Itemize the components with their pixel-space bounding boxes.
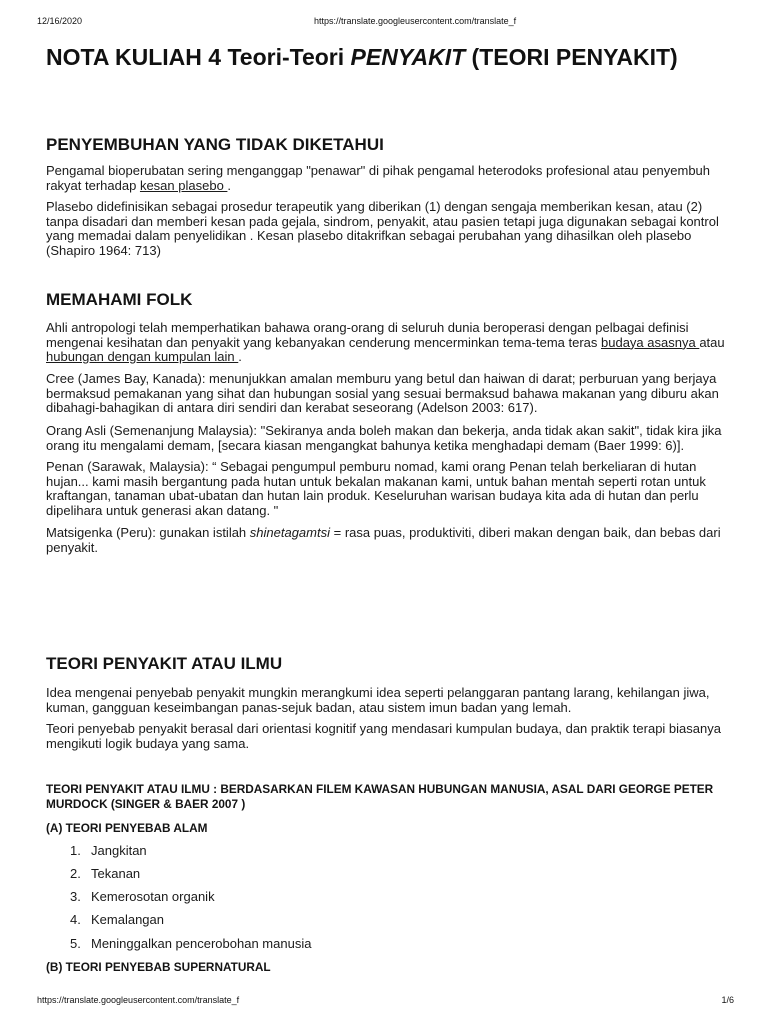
list-item [70, 867, 140, 882]
paragraph-line: mengikuti logik budaya yang sama. [46, 735, 250, 751]
subheading-line: (B) TEORI PENYEBAB SUPERNATURAL [46, 960, 271, 974]
section-heading-folk: MEMAHAMI FOLK [46, 290, 193, 309]
section-heading-unknown-healing: PENYEMBUHAN YANG TIDAK DIKETAHUI [46, 135, 384, 154]
paragraph-line [46, 526, 721, 541]
page-number: 1/6 [721, 995, 734, 1005]
paragraph-line: yang memadai dalam penyelidikan . Kesan plasebo ditakrifkan sebagai perubahan yang dihasilkan oleh plasebo [46, 228, 692, 244]
paragraph-placebo-definition [46, 200, 719, 258]
print-date: 12/16/2020 [37, 16, 83, 26]
paragraph-cause-origin [46, 722, 721, 751]
print-header-url: https://translate.googleusercontent.com/translate_f [314, 16, 517, 26]
paragraph-line: Ahli antropologi telah memperhatikan bahawa orang-orang di seluruh dunia beroperasi dengan pelbagai definisi [46, 320, 689, 335]
list-label: Meninggalkan pencerobohan manusia [91, 936, 312, 951]
link-kesan-plasebo[interactable]: kesan plasebo [139, 177, 228, 193]
line-text: = rasa puas, produktiviti, diberi makan dengan baik, dan bebas dari [330, 525, 721, 540]
link-hubungan-kumpulan[interactable]: hubungan dengan kumpulan lain [46, 349, 239, 365]
paragraph-line: kuman, gangguan keseimbangan panas-sejuk badan, atau sistem imun badan yang lemah. [46, 699, 572, 715]
link-budaya-asasnya[interactable]: budaya asasnya [601, 334, 700, 350]
paragraph-line: tanpa disadari dan memberi kesan pada gejala, sindrom, penyakit, atau pasien tetapi juga digunakan sebagai kontrol [46, 213, 719, 229]
paragraph-line: Idea mengenai penyebab penyakit mungkin merangkumi idea seperti pelanggaran pantang larang, kehilangan jiwa, [46, 685, 710, 700]
list-label: Tekanan [91, 866, 141, 881]
paragraph-line: dipelihara untuk generasi akan datang. " [46, 502, 279, 518]
paragraph-line [46, 179, 231, 194]
paragraph-line: penyakit. [46, 539, 99, 555]
list-label: Kemerosotan organik [91, 889, 215, 904]
list-label: Jangkitan [91, 843, 147, 858]
line-text: . [227, 177, 232, 193]
paragraph-line: Penan (Sarawak, Malaysia): “ Sebagai pengumpul pemburu nomad, kami orang Penan telah berkeliaran di hutan [46, 459, 697, 474]
paragraph-line [46, 350, 242, 365]
list-number: 3. [70, 889, 81, 904]
paragraph-line: Teori penyebab penyakit berasal dari orientasi kognitif yang mendasari kumpulan budaya, dan praktik terapi biasanya [46, 721, 721, 736]
list-number: 4. [70, 912, 81, 927]
list-item [70, 913, 164, 928]
subheading-line: (A) TEORI PENYEBAB ALAM [46, 821, 208, 835]
line-text: rakyat terhadap [46, 177, 140, 193]
section-heading-theory: TEORI PENYAKIT ATAU ILMU [46, 654, 283, 673]
paragraph-line: (Shapiro 1964: 713) [46, 242, 161, 258]
subheading-murdock [46, 782, 713, 811]
list-item [70, 890, 215, 905]
list-number: 2. [70, 866, 81, 881]
print-footer-url: https://translate.googleusercontent.com/translate_f [37, 995, 240, 1005]
paragraph-penan [46, 460, 706, 518]
list-number: 1. [70, 843, 81, 858]
subheading-supernatural-causes [46, 960, 271, 975]
paragraph-line: hujan... kami masih bergantung pada hutan untuk bekalan makanan kami, untuk bahan mentah seperti rotan untuk [46, 473, 706, 489]
line-text: Matsigenka (Peru): gunakan istilah [46, 525, 250, 540]
list-item [70, 844, 147, 859]
subheading-line: MURDOCK (SINGER & BAER 2007 ) [46, 796, 246, 811]
paragraph-line: Orang Asli (Semenanjung Malaysia): "Sekiranya anda boleh makan dan bekerja, anda tidak akan sakit", tidak kira jika [46, 423, 722, 438]
paragraph-cree [46, 372, 719, 416]
paragraph-healer [46, 164, 710, 193]
line-text: atau [699, 334, 725, 350]
term-shinetagamtsi: shinetagamtsi [249, 525, 330, 540]
list-number: 5. [70, 936, 81, 951]
paragraph-line [46, 336, 725, 351]
paragraph-matsigenka [46, 526, 721, 555]
paragraph-folk-intro [46, 321, 725, 365]
paragraph-line: Plasebo didefinisikan sebagai prosedur terapeutik yang diberikan (1) dengan sengaja memberikan kesan, atau (2) [46, 199, 703, 214]
line-text: mengenai kesihatan dan penyakit yang kebanyakan cenderung mencerminkan tema-tema teras [46, 334, 602, 350]
paragraph-line: Cree (James Bay, Kanada): menunjukkan amalan memburu yang betul dan haiwan di darat; perburuan yang berjaya [46, 371, 717, 386]
subheading-natural-causes [46, 821, 207, 836]
title-text-end: (TEORI PENYAKIT) [465, 44, 678, 70]
paragraph-line: Pengamal bioperubatan sering menganggap "penawar" di pihak pengamal heterodoks profesional atau penyembuh [46, 163, 711, 178]
title-text: NOTA KULIAH 4 Teori-Teori [46, 44, 351, 70]
paragraph-line: kraftangan, tanaman ubat-ubatan dan hutan lain produk. Keseluruhan warisan budaya kita ada di hutan dan perlu [46, 488, 699, 504]
paragraph-line: orang itu mengalami demam, [secara kiasan mengangkat bahunya ketika menghadapi demam (Baer 1999: 6)]. [46, 437, 685, 453]
subheading-line: TEORI PENYAKIT ATAU ILMU : BERDASARKAN FILEM KAWASAN HUBUNGAN MANUSIA, ASAL DARI GEORGE PETER [46, 782, 714, 796]
title-italic-text: PENYAKIT [350, 44, 466, 70]
page-title [46, 43, 678, 71]
paragraph-cause-ideas [46, 686, 709, 715]
paragraph-orang-asli [46, 424, 722, 453]
paragraph-line: dibahagi-bahagikan di antara diri sendiri dan kerabat seseorang (Adelson 2003: 617). [46, 400, 538, 416]
list-label: Kemalangan [91, 912, 164, 927]
paragraph-line: bermaksud pemakanan yang sihat dan hubungan sosial yang sesuai bermaksud bahawa makanan yang diburu akan [46, 385, 719, 401]
line-text: . [238, 349, 242, 365]
list-item [70, 937, 311, 952]
